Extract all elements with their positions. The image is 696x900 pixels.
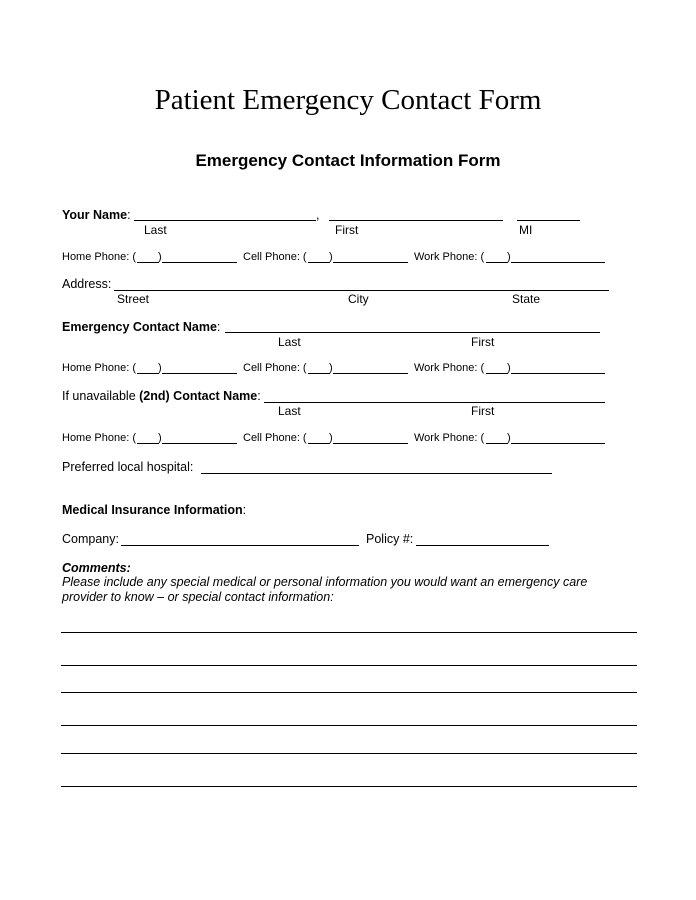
second-contact-label: If unavailable (2nd) Contact Name: [62,389,261,403]
company-label: Company: [62,532,119,546]
cell-phone-number-field-2[interactable] [333,373,408,374]
cell-phone-paren-3: ) [329,432,333,444]
comments-line-5[interactable] [61,753,637,754]
your-name-first-field[interactable] [329,220,503,221]
home-phone-paren-2: ) [158,362,162,374]
form-subtitle: Emergency Contact Information Form [195,151,501,170]
your-name-label: Your Name: [62,208,131,222]
home-phone-label-2: Home Phone: ( [62,362,136,374]
home-phone-area-field-1[interactable] [137,262,159,263]
comments-line-4[interactable] [61,725,637,726]
work-phone-number-field-1[interactable] [511,262,605,263]
home-phone-number-field-1[interactable] [162,262,237,263]
cell-phone-label-1: Cell Phone: ( [243,251,307,263]
comments-line-1[interactable] [61,632,637,633]
work-phone-number-field-3[interactable] [511,443,605,444]
company-field[interactable] [121,545,359,546]
cell-phone-area-field-3[interactable] [308,443,330,444]
emergency-contact-last-caption: Last [278,335,301,349]
your-name-last-caption: Last [144,223,167,237]
work-phone-area-field-3[interactable] [486,443,508,444]
work-phone-paren-1: ) [507,251,511,263]
work-phone-paren-3: ) [507,432,511,444]
home-phone-paren-3: ) [158,432,162,444]
home-phone-area-field-3[interactable] [137,443,159,444]
cell-phone-number-field-1[interactable] [333,262,408,263]
address-street-caption: Street [117,292,150,306]
cell-phone-label-2: Cell Phone: ( [243,362,307,374]
your-name-last-field[interactable] [134,220,316,221]
home-phone-number-field-3[interactable] [162,443,237,444]
work-phone-area-field-1[interactable] [486,262,508,263]
cell-phone-area-field-2[interactable] [308,373,330,374]
your-name-mi-caption: MI [519,223,533,237]
home-phone-number-field-2[interactable] [162,373,237,374]
home-phone-area-field-2[interactable] [137,373,159,374]
address-field[interactable] [114,290,609,291]
second-contact-last-caption: Last [278,404,301,418]
cell-phone-paren-1: ) [329,251,333,263]
address-label: Address: [62,277,112,291]
your-name-mi-field[interactable] [517,220,580,221]
cell-phone-number-field-3[interactable] [333,443,408,444]
address-state-caption: State [512,292,541,306]
your-name-first-caption: First [335,223,359,237]
work-phone-area-field-2[interactable] [486,373,508,374]
home-phone-paren-1: ) [158,251,162,263]
comments-line-2[interactable] [61,665,637,666]
work-phone-paren-2: ) [507,362,511,374]
second-contact-first-caption: First [471,404,495,418]
hospital-field[interactable] [201,473,552,474]
comments-line-6[interactable] [61,786,637,787]
emergency-contact-label: Emergency Contact Name: [62,320,221,334]
comments-instructions-line2: provider to know – or special contact information: [62,590,334,604]
home-phone-label-1: Home Phone: ( [62,251,136,263]
hospital-label: Preferred local hospital: [62,460,194,474]
policy-label: Policy #: [366,532,414,546]
cell-phone-paren-2: ) [329,362,333,374]
address-city-caption: City [348,292,369,306]
insurance-heading: Medical Insurance Information: [62,503,247,517]
emergency-contact-field[interactable] [225,332,600,333]
work-phone-number-field-2[interactable] [511,373,605,374]
comments-label: Comments: [62,561,131,575]
comments-line-3[interactable] [61,692,637,693]
home-phone-label-3: Home Phone: ( [62,432,136,444]
work-phone-label-3: Work Phone: ( [414,432,485,444]
emergency-contact-first-caption: First [471,335,495,349]
cell-phone-area-field-1[interactable] [308,262,330,263]
second-contact-field[interactable] [264,402,605,403]
page-title: Patient Emergency Contact Form [154,84,542,116]
cell-phone-label-3: Cell Phone: ( [243,432,307,444]
comments-instructions-line1: Please include any special medical or personal information you would want an emergency care [62,575,588,589]
work-phone-label-1: Work Phone: ( [414,251,485,263]
name-comma: , [316,208,320,222]
work-phone-label-2: Work Phone: ( [414,362,485,374]
policy-field[interactable] [416,545,549,546]
